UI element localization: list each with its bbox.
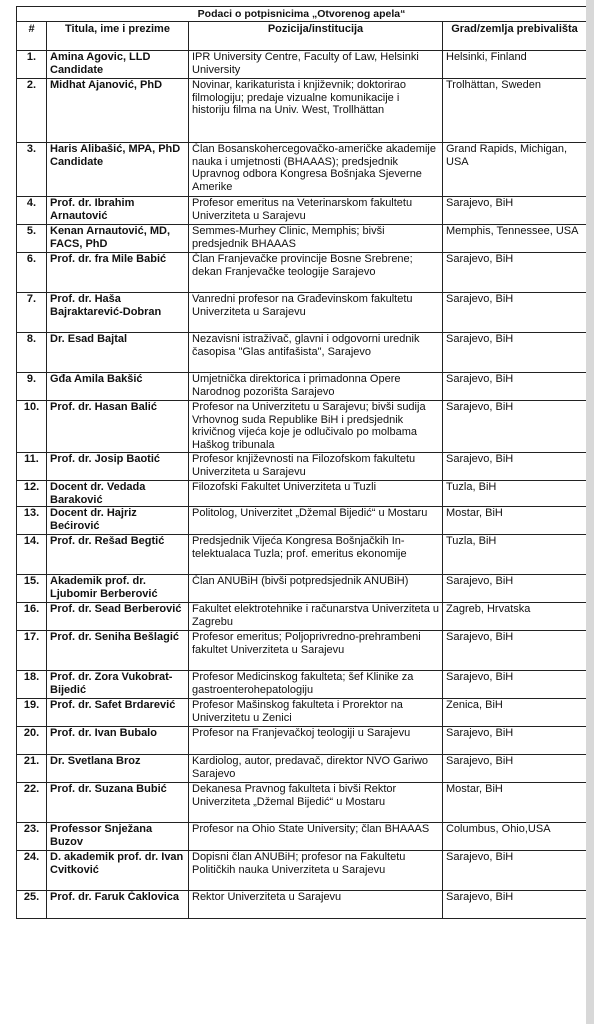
signatory-city: Sarajevo, BiH: [443, 401, 587, 453]
signatory-name: Prof. dr. Zora Vukobrat-Bijedić: [47, 671, 189, 699]
row-number: 24.: [17, 851, 47, 891]
table-row: [17, 603, 587, 631]
row-number: 1.: [17, 51, 47, 79]
signatory-name: Midhat Ajanović, PhD: [47, 79, 189, 143]
signatory-position: Vanredni profesor na Građevinskom fakultetu Univerziteta u Sarajevu: [189, 293, 443, 333]
signatory-city: Sarajevo, BiH: [443, 891, 587, 919]
signatory-position: Dopisni član ANUBiH; profesor na Fakultetu Političkih nauka Univerziteta u Sarajevu: [189, 851, 443, 891]
signatory-name: Dr. Svetlana Broz: [47, 755, 189, 783]
signatory-position: Rektor Univerziteta u Sarajevu: [189, 891, 443, 919]
signatory-name: Prof. dr. Ivan Bubalo: [47, 727, 189, 755]
signatory-city: Sarajevo, BiH: [443, 333, 587, 373]
signatory-city: Zagreb, Hrvatska: [443, 603, 587, 631]
row-number: 25.: [17, 891, 47, 919]
signatory-city: Zenica, BiH: [443, 699, 587, 727]
signatory-name: Gđa Amila Bakšić: [47, 373, 189, 401]
row-number: 7.: [17, 293, 47, 333]
row-number: 2.: [17, 79, 47, 143]
header-city: Grad/zemlja prebivališta: [443, 22, 587, 51]
row-number: 21.: [17, 755, 47, 783]
row-number: 5.: [17, 225, 47, 253]
table-row: [17, 891, 587, 919]
row-number: 12.: [17, 481, 47, 507]
signatory-city: Mostar, BiH: [443, 783, 587, 823]
signatory-city: Sarajevo, BiH: [443, 671, 587, 699]
table-row: [17, 755, 587, 783]
table-row: [17, 373, 587, 401]
signatory-name: Dr. Esad Bajtal: [47, 333, 189, 373]
signatory-position: Profesor emeritus; Poljoprivredno-prehrambeni fakultet Univerziteta u Sarajevu: [189, 631, 443, 671]
signatory-name: Docent dr. Vedada Baraković: [47, 481, 189, 507]
row-number: 8.: [17, 333, 47, 373]
row-number: 17.: [17, 631, 47, 671]
table-row: [17, 453, 587, 481]
signatory-name: Prof. dr. Faruk Čaklovica: [47, 891, 189, 919]
signatory-city: Sarajevo, BiH: [443, 851, 587, 891]
signatory-position: Politolog, Univerzitet „Džemal Bijedić“ u Mostaru: [189, 507, 443, 535]
signatory-name: Prof. dr. fra Mile Babić: [47, 253, 189, 293]
signatory-position: Profesor Mašinskog fakulteta i Prorektor na Univerzitetu u Zenici: [189, 699, 443, 727]
signatory-city: Tuzla, BiH: [443, 481, 587, 507]
table-row: [17, 225, 587, 253]
table-row: [17, 79, 587, 143]
signatory-city: Tuzla, BiH: [443, 535, 587, 575]
signatory-position: Član ANUBiH (bivši potpredsjednik ANUBiH): [189, 575, 443, 603]
row-number: 9.: [17, 373, 47, 401]
table-row: [17, 51, 587, 79]
table-row: [17, 631, 587, 671]
table-row: [17, 293, 587, 333]
table-row: [17, 481, 587, 507]
table-row: [17, 197, 587, 225]
signatory-position: Predsjednik Vijeća Kongresa Bošnjačkih In-telektualaca Tuzla; prof. emeritus ekonomije: [189, 535, 443, 575]
signatory-position: Kardiolog, autor, predavač, direktor NVO Gariwo Sarajevo: [189, 755, 443, 783]
signatory-name: Prof. dr. Ibrahim Arnautović: [47, 197, 189, 225]
signatory-city: Sarajevo, BiH: [443, 453, 587, 481]
signatory-city: Sarajevo, BiH: [443, 293, 587, 333]
header-position: Pozicija/institucija: [189, 22, 443, 51]
table-row: [17, 401, 587, 453]
document-page: [16, 6, 586, 919]
signatory-position: Član Bosanskohercegovačko-američke akademije nauka i umjetnosti (BHAAAS); predsjednik Upravnog odbora Kongresa Bošnjaka Sjeverne Amerike: [189, 143, 443, 197]
signatory-name: Professor Snježana Buzov: [47, 823, 189, 851]
signatory-position: Član Franjevačke provincije Bosne Srebrene; dekan Franjevačke teologije Sarajevo: [189, 253, 443, 293]
table-row: [17, 699, 587, 727]
signatory-position: Nezavisni istraživač, glavni i odgovorni urednik časopisa "Glas antifašista", Sarajevo: [189, 333, 443, 373]
table-row: [17, 253, 587, 293]
signatory-name: Amina Agovic, LLD Candidate: [47, 51, 189, 79]
signatory-name: Prof. dr. Seniha Bešlagić: [47, 631, 189, 671]
row-number: 18.: [17, 671, 47, 699]
signatory-city: Sarajevo, BiH: [443, 727, 587, 755]
table-row: [17, 823, 587, 851]
signatory-position: Profesor književnosti na Filozofskom fakultetu Univerziteta u Sarajevu: [189, 453, 443, 481]
signatory-name: Prof. dr. Haša Bajraktarević-Dobran: [47, 293, 189, 333]
table-row: [17, 143, 587, 197]
signatory-position: Dekanesa Pravnog fakulteta i bivši Rektor Univerziteta „Džemal Bijedić“ u Mostaru: [189, 783, 443, 823]
table-row: [17, 783, 587, 823]
row-number: 4.: [17, 197, 47, 225]
row-number: 19.: [17, 699, 47, 727]
header-number: #: [17, 22, 47, 51]
row-number: 3.: [17, 143, 47, 197]
signatory-name: Prof. dr. Josip Baotić: [47, 453, 189, 481]
signatory-city: Helsinki, Finland: [443, 51, 587, 79]
table-row: [17, 851, 587, 891]
signatory-name: Prof. dr. Sead Berberović: [47, 603, 189, 631]
signatory-city: Sarajevo, BiH: [443, 575, 587, 603]
signatory-city: Memphis, Tennessee, USA: [443, 225, 587, 253]
row-number: 6.: [17, 253, 47, 293]
row-number: 15.: [17, 575, 47, 603]
signatory-name: Prof. dr. Safet Brdarević: [47, 699, 189, 727]
signatory-name: Haris Alibašić, MPA, PhD Candidate: [47, 143, 189, 197]
signatory-city: Sarajevo, BiH: [443, 253, 587, 293]
signatory-position: Profesor Medicinskog fakulteta; šef Klinike za gastroenterohepatologiju: [189, 671, 443, 699]
row-number: 11.: [17, 453, 47, 481]
table-title: Podaci o potpisnicima „Otvorenog apela“: [17, 7, 587, 22]
signatory-name: Akademik prof. dr. Ljubomir Berberović: [47, 575, 189, 603]
table-row: [17, 333, 587, 373]
signatory-position: Profesor emeritus na Veterinarskom fakultetu Univerziteta u Sarajevu: [189, 197, 443, 225]
signatory-city: Sarajevo, BiH: [443, 373, 587, 401]
signatory-position: Filozofski Fakultet Univerziteta u Tuzli: [189, 481, 443, 507]
signatory-city: Sarajevo, BiH: [443, 197, 587, 225]
row-number: 10.: [17, 401, 47, 453]
row-number: 22.: [17, 783, 47, 823]
row-number: 13.: [17, 507, 47, 535]
row-number: 16.: [17, 603, 47, 631]
table-row: [17, 727, 587, 755]
signatory-name: Prof. dr. Hasan Balić: [47, 401, 189, 453]
signatory-city: Columbus, Ohio,USA: [443, 823, 587, 851]
signatory-city: Sarajevo, BiH: [443, 631, 587, 671]
signatory-city: Sarajevo, BiH: [443, 755, 587, 783]
signatory-name: Prof. dr. Suzana Bubić: [47, 783, 189, 823]
signatory-position: Semmes-Murhey Clinic, Memphis; bivši predsjednik BHAAAS: [189, 225, 443, 253]
signatory-position: IPR University Centre, Faculty of Law, Helsinki University: [189, 51, 443, 79]
signatory-city: Grand Rapids, Michigan, USA: [443, 143, 587, 197]
signatory-name: Docent dr. Hajriz Bećirović: [47, 507, 189, 535]
header-name: Titula, ime i prezime: [47, 22, 189, 51]
table-row: [17, 535, 587, 575]
table-row: [17, 671, 587, 699]
signatory-position: Profesor na Ohio State University; član BHAAAS: [189, 823, 443, 851]
row-number: 23.: [17, 823, 47, 851]
signatory-city: Mostar, BiH: [443, 507, 587, 535]
signatory-position: Profesor na Univerzitetu u Sarajevu; bivši sudija Vrhovnog suda Republike BiH i predsjednik krivičnog vijeća koje je odlučivalo po molbama Haškog tribunala: [189, 401, 443, 453]
signatory-city: Trolhättan, Sweden: [443, 79, 587, 143]
signatories-table: [16, 6, 587, 919]
signatory-position: Fakultet elektrotehnike i računarstva Univerziteta u Zagrebu: [189, 603, 443, 631]
page-edge-shadow: [586, 0, 594, 1024]
signatory-position: Profesor na Franjevačkoj teologiji u Sarajevu: [189, 727, 443, 755]
table-row: [17, 507, 587, 535]
signatory-name: D. akademik prof. dr. Ivan Cvitković: [47, 851, 189, 891]
signatory-position: Novinar, karikaturista i književnik; doktorirao filmologiju; predaje vizualne komunikacije i historiju filma na Univ. West, Trollhättan: [189, 79, 443, 143]
row-number: 14.: [17, 535, 47, 575]
signatory-position: Umjetnička direktorica i primadonna Opere Narodnog pozorišta Sarajevo: [189, 373, 443, 401]
signatory-name: Kenan Arnautović, MD, FACS, PhD: [47, 225, 189, 253]
signatory-name: Prof. dr. Rešad Begtić: [47, 535, 189, 575]
row-number: 20.: [17, 727, 47, 755]
table-row: [17, 575, 587, 603]
